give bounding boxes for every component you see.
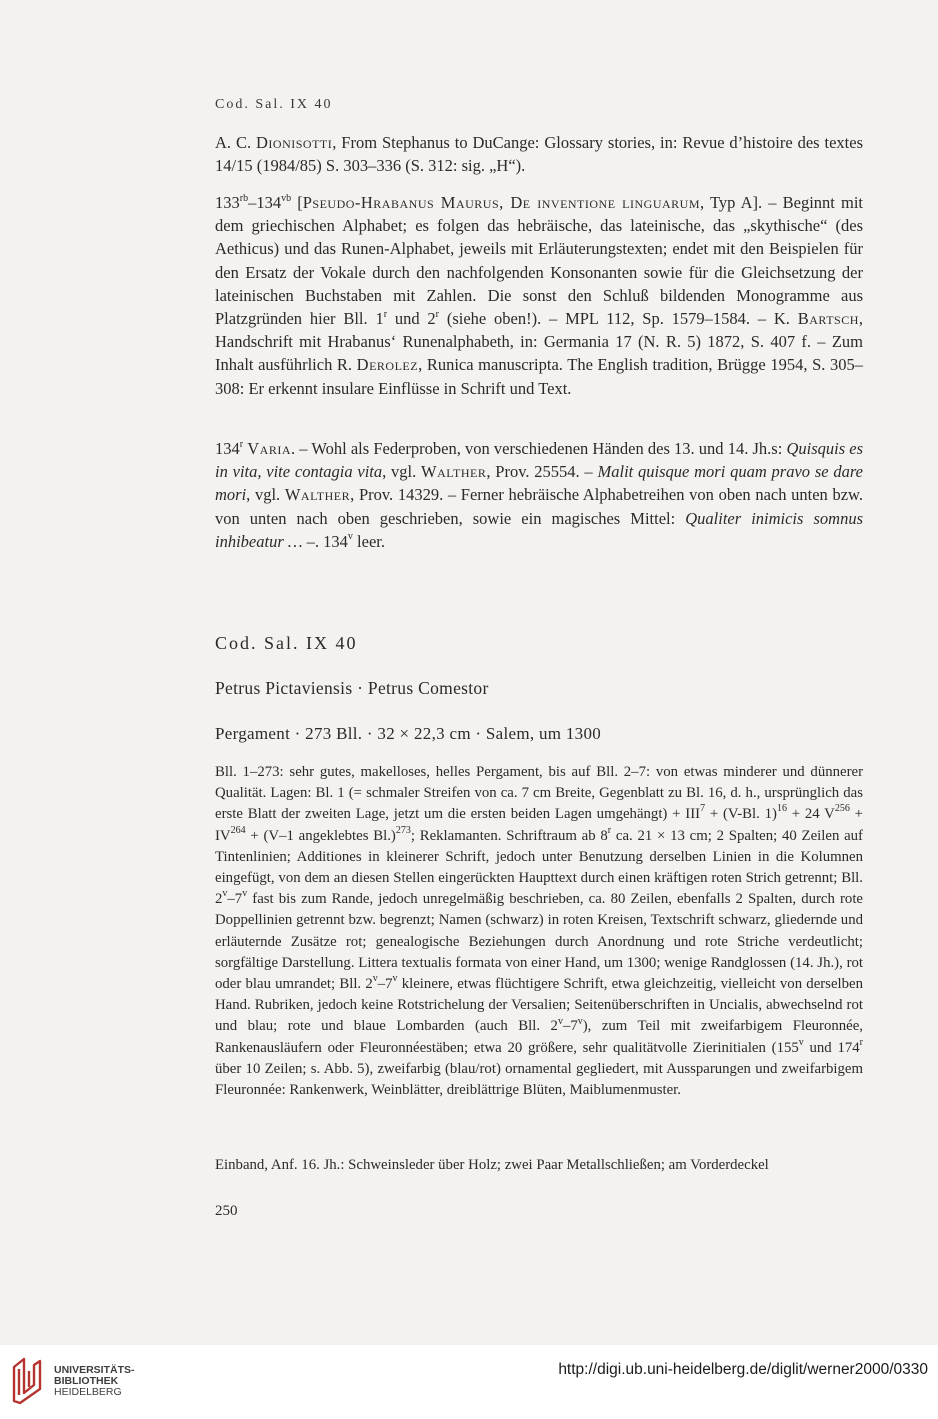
author-name: Walther (421, 462, 487, 482)
latin-quote: Malit quisque mori quam pravo se dare mori (215, 462, 863, 505)
paragraph-hrabanus (215, 191, 863, 400)
text-run: + 24 V (786, 806, 835, 823)
text-run: –. 134 (302, 531, 348, 551)
text-run: Bll. 1–273: sehr gutes, makelloses, helles Pergament, bis auf Bll. 2–7: von etwas minderer und dünnerer Qualität. Lagen: Bl. 1 (= schmaler Streifen von ca. 7 cm Breite, Gegenblatt zu Bl. 16, d. h., ursprünglich das erste Blatt der zweiten Lage, jetzt um die ersten beiden Lagen umgehängt) + III (215, 764, 863, 823)
quire-superscript: 16 (776, 803, 787, 815)
author-name: Walther (284, 485, 351, 505)
library-name-line: BIBLIOTHEK (54, 1375, 119, 1387)
text-run: (siehe oben!). – MPL 112, Sp. 1579–1584. – K. (439, 309, 798, 329)
text-run: + IV (215, 806, 864, 844)
text-run: leer. (352, 531, 385, 551)
folio-superscript: vb (281, 192, 292, 204)
text-run: , Typ A]. – Beginnt mit dem griechischen Alphabet; es folgen das hebräische, das lateinische, das „skythische“ (des Aethicus) und das Runen-Alphabet, jeweils mit Erläuterungstexten; endet mit den Beispielen für den Ersatz der Vokale durch den nachfolgenden Konsonanten sowie für die Gleichsetzung der lateinischen Buchstaben mit Zahlen. Die sonst den Schluß bildenden Monogramme aus Platzgründen hier Bll. 1 (215, 193, 864, 329)
folio-superscript: r (239, 438, 244, 450)
text-run: , vgl. (246, 485, 285, 505)
text-run: und 2 (387, 309, 436, 329)
text-run: + (V–1 angeklebtes Bl.) (245, 827, 396, 844)
quire-superscript: 256 (834, 803, 850, 815)
text-run: –7 (227, 891, 243, 908)
text-run: , Prov. 25554. – (486, 462, 598, 482)
folio-superscript: v (557, 1015, 563, 1027)
library-name (54, 1365, 135, 1398)
text-run: , Prov. 14329. – Ferner hebräische Alphabetreihen von oben nach unten bzw. von unten nach oben geschrieben, sowie ein magisches Mittel: (215, 485, 863, 528)
text-run: , Runica manuscripta. The English tradition, Brügge 1954, S. 305–308: Er erkennt insulare Einflüsse in Schrift und Text. (215, 355, 863, 398)
running-head: Cod. Sal. IX 40 (215, 97, 333, 112)
footer-bar (0, 1345, 938, 1419)
text-run: 133 (215, 193, 240, 212)
folio-superscript: r (859, 1036, 863, 1048)
folio-superscript: v (577, 1015, 583, 1027)
paragraph-dionisotti (215, 131, 863, 177)
text-run: [ (291, 193, 303, 212)
folio-superscript: v (372, 973, 378, 985)
text-run: –134 (248, 193, 282, 212)
library-name-line: UNIVERSITÄTS- (54, 1364, 135, 1376)
section-label: Varia (247, 439, 291, 458)
text-run: kleinere, etwas flüchtigere Schrift, etwa gleichzeitig, vielleicht von derselben Hand. Rubriken, jedoch keine Rotstrichelung der Versalien; Seitenüberschriften in Uncialis, abwechselnd rot und blau; rote und blaue Lombarden (auch Bll. 2 (215, 976, 863, 1035)
paragraph-description (215, 762, 863, 1101)
paragraph-einband: Einband, Anf. 16. Jh.: Schweinsleder über Holz; zwei Paar Metallschließen; am Vorderdeckel (215, 1157, 769, 1173)
latin-quote: Qualiter inimicis somnus inhibeatur … (215, 508, 863, 551)
folio-superscript: r (383, 308, 388, 320)
text-run: . – Wohl als Federproben, von verschiedenen Händen des 13. und 14. Jh.s: (291, 439, 787, 458)
university-library-logo-icon (10, 1357, 44, 1405)
folio-superscript: v (798, 1036, 804, 1048)
text-run: 134 (215, 439, 240, 458)
text-run: ; Reklamanten. Schriftraum ab 8 (410, 827, 608, 844)
quire-superscript: 273 (395, 824, 411, 836)
work-title: Pseudo-Hrabanus Maurus, De inventione linguarum (302, 193, 701, 212)
author-name: Dionisotti (256, 133, 333, 152)
text-run: –7 (562, 1018, 578, 1035)
text-run: , vgl. (382, 462, 422, 482)
folio-superscript: rb (239, 192, 249, 204)
author-name: Derolez (356, 355, 419, 375)
paragraph-varia (215, 437, 863, 553)
folio-superscript: v (222, 888, 228, 900)
text-run: über 10 Zeilen; s. Abb. 5), zweifarbig (blau/rot) ornamental gegliedert, mit Aussparungen und zweifarbigem Fleuronnée: Rankenwerk, Weinblätter, dreiblättrige Blüten, Maiblumenmuster. (215, 1060, 863, 1099)
section-heading: Cod. Sal. IX 40 (215, 633, 358, 653)
author-name: Bartsch (797, 309, 859, 329)
folio-superscript: v (347, 531, 353, 543)
folio-superscript: v (242, 888, 248, 900)
text-run: ca. 21 × 13 cm; 2 Spalten; 40 Zeilen auf Tintenlinien; Additiones in kleinerer Schrift, jedoch unter Benutzung derselben Linien in die Kolumnen eingefügt, von dem an diesen Stellen eingerückten Haupttext durch einen kräftigen roten Strich getrennt; Bll. 2 (215, 827, 863, 908)
text-run: , Handschrift mit Hrabanus‘ Runenalphabeth, in: Germania 17 (N. R. 5) 1872, S. 407 f. – Zum Inhalt ausführlich R. (215, 309, 864, 375)
latin-quote: Quisquis es in vita, vite contagia vita (215, 439, 864, 482)
folio-superscript: r (607, 824, 612, 836)
text-run: –7 (377, 976, 393, 993)
page-number: 250 (215, 1203, 238, 1219)
text-run: , From Stephanus to DuCange: Glossary stories, in: Revue d’histoire des textes 14/15 (1984/85) S. 303–336 (S. 312: sig. „H“). (215, 133, 863, 176)
text-run: ), zum Teil mit zweifarbigem Fleuronnée, Rankenausläufern oder Fleuronnéestäben; etwa 20 größere, sehr qualitätvolle Zierinitialen (155 (215, 1018, 864, 1056)
folio-superscript: v (392, 973, 398, 985)
text-run: und 174 (803, 1039, 860, 1056)
section-meta: Pergament · 273 Bll. · 32 × 22,3 cm · Salem, um 1300 (215, 724, 602, 743)
text-run: A. C. (215, 133, 257, 152)
section-author: Petrus Pictaviensis · Petrus Comestor (215, 678, 489, 698)
digital-source-link[interactable]: http://digi.ub.uni-heidelberg.de/diglit/werner2000/0330 (558, 1361, 928, 1378)
text-run: + (V-Bl. 1) (705, 806, 777, 823)
folio-superscript: r (435, 308, 440, 320)
quire-superscript: 264 (230, 824, 246, 836)
library-name-line: HEIDELBERG (54, 1386, 122, 1398)
quire-superscript: 7 (700, 803, 706, 815)
text-run: fast bis zum Rande, jedoch unregelmäßig beschrieben, ca. 80 Zeilen, ebenfalls 2 Spalten, durch rote Doppellinien getrennt bzw. begrenzt; Namen (schwarz) in roten Kreisen, Textschrift schwarz, gliedernde und erläuternde Zusätze rot; genealogische Beziehungen durch Anordnung und rote Striche verdeutlicht; sorgfältige Darstellung. Littera textualis formata von einer Hand, um 1300; wenige Randglossen (14. Jh.), rot oder blau umrandet; Bll. 2 (215, 891, 863, 993)
